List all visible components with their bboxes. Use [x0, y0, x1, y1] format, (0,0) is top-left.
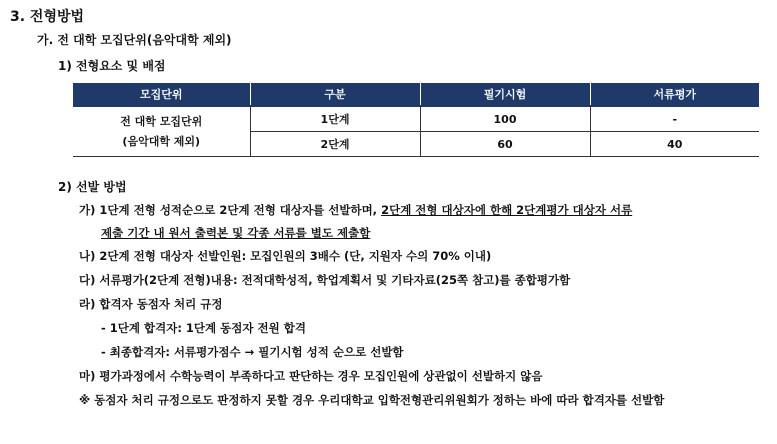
docs-cell: 40 [590, 132, 759, 157]
unit-line-1: 전 대학 모집단위 [120, 114, 203, 128]
table-row [73, 106, 759, 132]
unit-cell [73, 106, 250, 157]
table-header-row [73, 83, 759, 106]
heading-elements-and-scores: 1) 전형요소 및 배점 [58, 59, 166, 73]
method-ma: 마) 평가과정에서 수학능력이 부족하다고 판단하는 경우 모집인원에 상관없이 선발하지 않음 [79, 369, 543, 383]
header-written-exam: 필기시험 [420, 83, 590, 106]
method-da: 다) 서류평가(2단계 전형)내용: 전적대학성적, 학업계획서 및 기타자료(25쪽 참고)를 종합평가함 [79, 273, 571, 287]
subsection-all-colleges: 가. 전 대학 모집단위(음악대학 제외) [37, 33, 232, 47]
heading-selection-method: 2) 선발 방법 [58, 180, 127, 194]
method-ra: 라) 합격자 동점자 처리 규정 [79, 297, 223, 311]
score-table [73, 83, 759, 157]
stage-cell: 1단계 [250, 106, 420, 132]
method-ga-text: 가) 1단계 전형 성적순으로 2단계 전형 대상자를 선발하며, [79, 203, 378, 217]
method-ga-underlined: 2단계 전형 대상자에 한해 2단계평가 대상자 서류 [381, 203, 633, 217]
tie-break-note: ※ 동점자 처리 규정으로도 판정하지 못할 경우 우리대학교 입학전형관리위원회가 정하는 바에 따라 합격자를 선발함 [79, 393, 665, 407]
docs-cell: - [590, 106, 759, 132]
method-ga-line1 [79, 202, 632, 218]
stage-cell: 2단계 [250, 132, 420, 157]
method-ga-line2: 제출 기간 내 원서 출력본 및 각종 서류를 별도 제출함 [101, 226, 371, 240]
unit-line-2: (음악대학 제외) [122, 134, 201, 148]
written-cell: 60 [420, 132, 590, 157]
header-document-review: 서류평가 [590, 83, 759, 106]
section-title: 3. 전형방법 [10, 9, 85, 25]
header-unit: 모집단위 [73, 83, 250, 106]
method-na: 나) 2단계 전형 대상자 선발인원: 모집인원의 3배수 (단, 지원자 수의 70% 이내) [79, 249, 492, 263]
written-cell: 100 [420, 106, 590, 132]
method-ra-final: - 최종합격자: 서류평가점수 → 필기시험 성적 순으로 선발함 [101, 345, 404, 359]
header-stage: 구분 [250, 83, 420, 106]
method-ra-first-stage: - 1단계 합격자: 1단계 동점자 전원 합격 [101, 321, 306, 335]
